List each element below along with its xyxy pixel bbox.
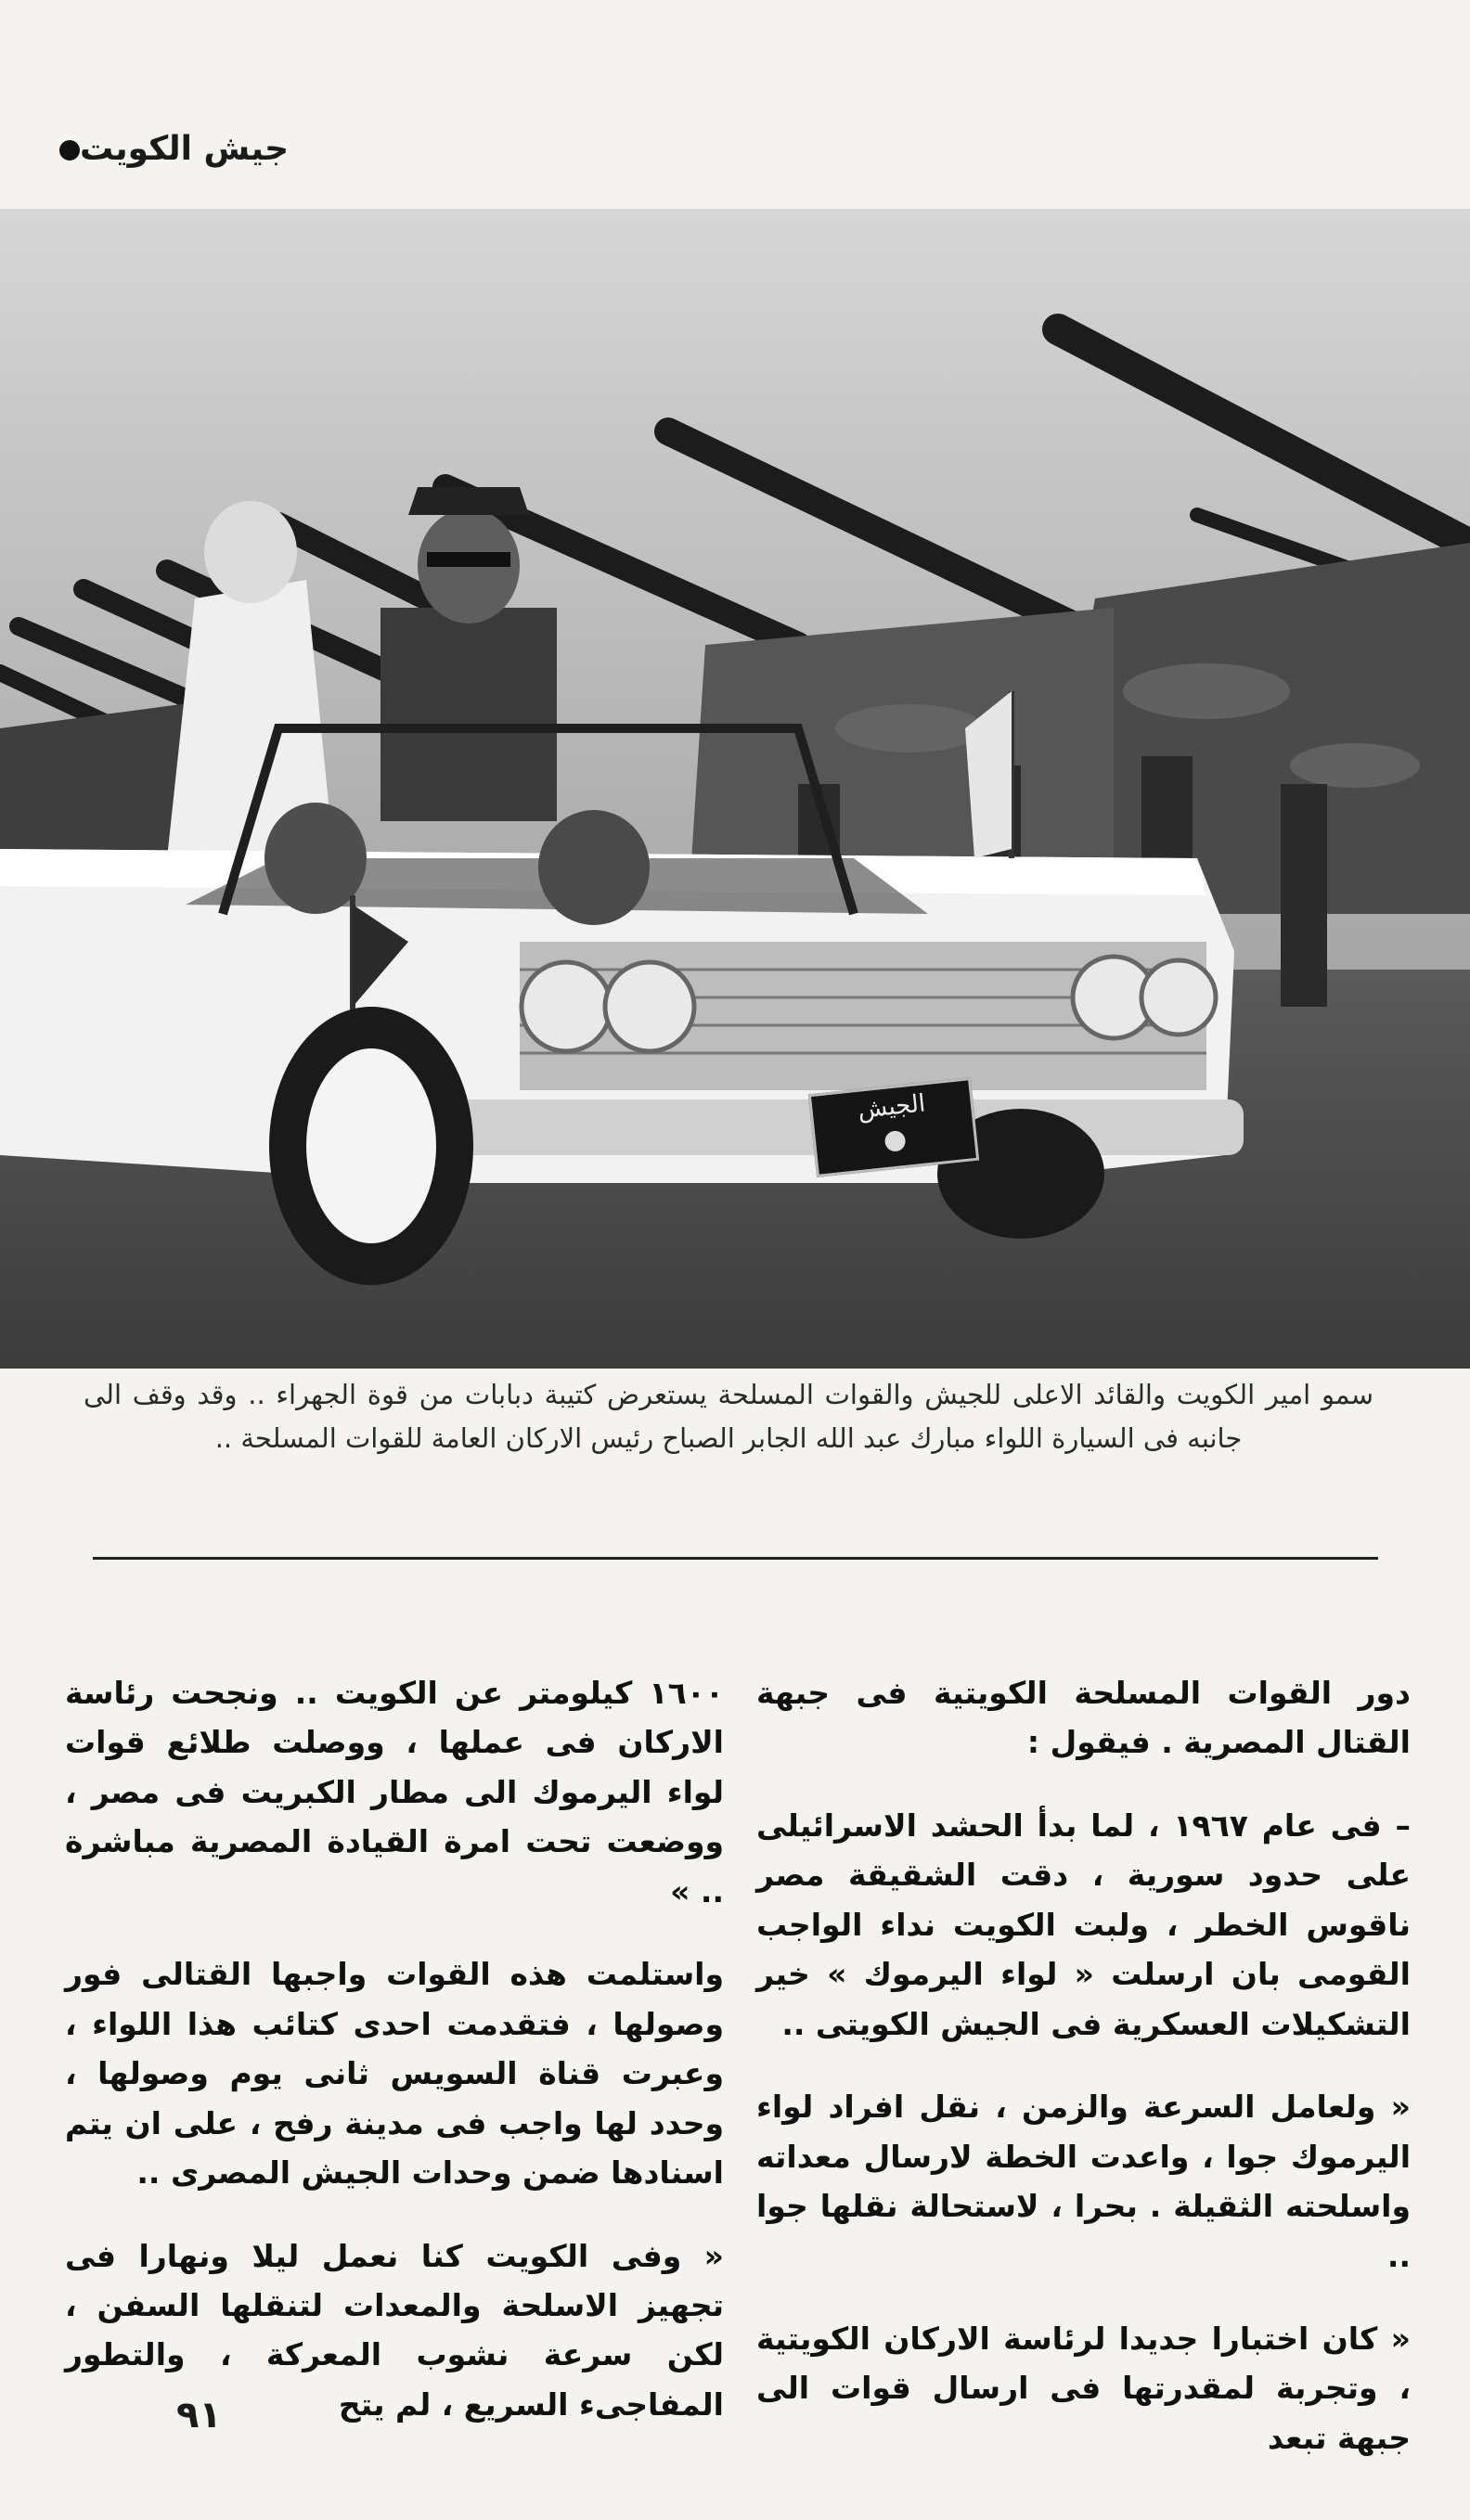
photo-caption: سمو امير الكويت والقائد الاعلى للجيش والقوات المسلحة يستعرض كتيبة دبابات من قوة الجهراء .. وقد وقف الى جانبه فى السيارة اللواء مبارك عبد الله الجابر الصباح رئيس الاركان العامة للقوات المسلحة .. bbox=[84, 1379, 1373, 1454]
parade-photo bbox=[0, 209, 1470, 1369]
license-plate bbox=[808, 1077, 979, 1177]
paragraph: « كان اختبارا جديدا لرئاسة الاركان الكويتية ، وتجربة لمقدرتها فى ارسال قوات الى جبهة تبعد bbox=[756, 2320, 1411, 2456]
page-number: ٩١ bbox=[176, 2394, 222, 2436]
parade-photo-illustration bbox=[0, 209, 1470, 1369]
article-column-right bbox=[756, 1668, 1411, 2496]
bullet-icon bbox=[59, 140, 80, 161]
paragraph: « وفى الكويت كنا نعمل ليلا ونهارا فى تجهيز الاسلحة والمعدات لتنقلها السفن ، لكن سرعة نشوب المعركة ، والتطور المفاجىء السريع ، لم يتح bbox=[65, 2237, 724, 2423]
paragraph: واستلمت هذه القوات واجبها القتالى فور وصولها ، فتقدمت احدى كتائب هذا اللواء ، وعبرت قناة السويس ثانى يوم وصولها ، وحدد لها واجب فى مدينة رفح ، على ان يتم اسنادها ضمن وحدات الجيش المصرى .. bbox=[65, 1956, 724, 2192]
section-label bbox=[46, 130, 289, 168]
license-plate-text: الجيش bbox=[856, 1089, 927, 1125]
section-label-text: جيش الكويت bbox=[80, 130, 290, 168]
article-column-left bbox=[65, 1668, 724, 2462]
paragraph: دور القوات المسلحة الكويتية فى جبهة القتال المصرية . فيقول : bbox=[756, 1675, 1411, 1761]
emblem-icon bbox=[883, 1130, 906, 1152]
paragraph: ١٦٠٠ كيلومتر عن الكويت .. ونجحت رئاسة الاركان فى عملها ، ووصلت طلائع قوات لواء اليرموك الى مطار الكبريت فى مصر ، ووضعت تحت امرة القيادة المصرية مباشرة .. » bbox=[65, 1675, 724, 1909]
paragraph: « ولعامل السرعة والزمن ، نقل افراد لواء اليرموك جوا ، واعدت الخطة لارسال معداته واسلحته الثقيلة . بحرا ، لاستحالة نقلها جوا .. bbox=[756, 2089, 1411, 2274]
paragraph: – فى عام ١٩٦٧ ، لما بدأ الحشد الاسرائيلى على حدود سورية ، دقت الشقيقة مصر ناقوس الخطر ، ولبت الكويت نداء الواجب القومى بان ارسلت « لواء اليرموك » خير التشكيلات العسكرية فى الجيش الكويتى .. bbox=[756, 1806, 1411, 2042]
divider-rule bbox=[93, 1557, 1378, 1560]
